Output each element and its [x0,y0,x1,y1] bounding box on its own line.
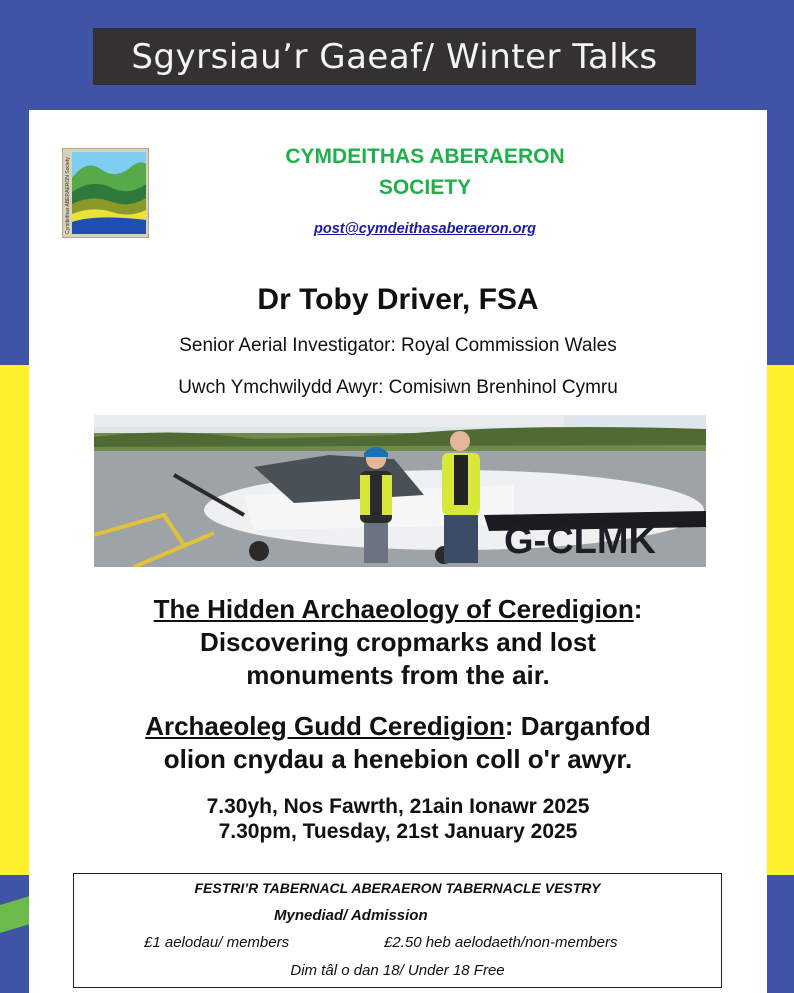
speaker-role-welsh: Uwch Ymchwilydd Awyr: Comisiwn Brenhinol Cymru [178,377,618,398]
speaker-role-english: Senior Aerial Investigator: Royal Commission Wales [179,335,617,356]
talk-title-english-line2: Discovering cropmarks and lost [200,627,596,657]
society-logo [62,148,149,238]
email-link[interactable]: post@cymdeithasaberaeron.org [313,221,537,237]
talk-title-welsh: Archaeoleg Gudd Ceredigion: Darganfod olion cnydau a henebion coll o'r awyr. [29,710,767,776]
price-members: £1 aelodau/ members [144,934,290,951]
admission-heading: Mynediad/ Admission [274,907,428,924]
logo-caption: Cymdeithas ABERAERON Society [65,157,71,234]
talk-title-welsh-line2: olion cnydau a henebion coll o'r awyr. [163,744,633,774]
society-name-line1: CYMDEITHAS ABERAERON [285,145,565,168]
society-name [230,141,620,203]
talk-title-english: The Hidden Archaeology of Ceredigion: Discovering cropmarks and lost monuments from the air. [29,593,767,692]
aircraft-registration: G-CLMK [504,520,656,562]
venue-name: FESTRI’R TABERNACL ABERAERON TABERNACLE VESTRY [194,880,601,896]
wing-shape [94,415,564,427]
under-18-free: Dim tâl o dan 18/ Under 18 Free [290,962,505,979]
society-name-line2: SOCIETY [378,176,472,199]
talk-title-english-line3: monuments from the air. [246,660,550,690]
page-title: Sgyrsiau’r Gaeaf/ Winter Talks [131,36,658,77]
price-non-members: £2.50 heb aelodaeth/non-members [384,934,618,951]
date-english: 7.30pm, Tuesday, 21st January 2025 [218,820,578,843]
talk-title-welsh-heading: Archaeoleg Gudd Ceredigion [145,711,505,741]
venue-info-box [73,873,722,988]
talk-title-english-heading: The Hidden Archaeology of Ceredigion [153,594,634,624]
date-welsh: 7.30yh, Nos Fawrth, 21ain Ionawr 2025 [206,795,590,818]
speaker-name: Dr Toby Driver, FSA [257,283,539,316]
title-banner [93,28,696,85]
aircraft-photo [94,415,706,567]
